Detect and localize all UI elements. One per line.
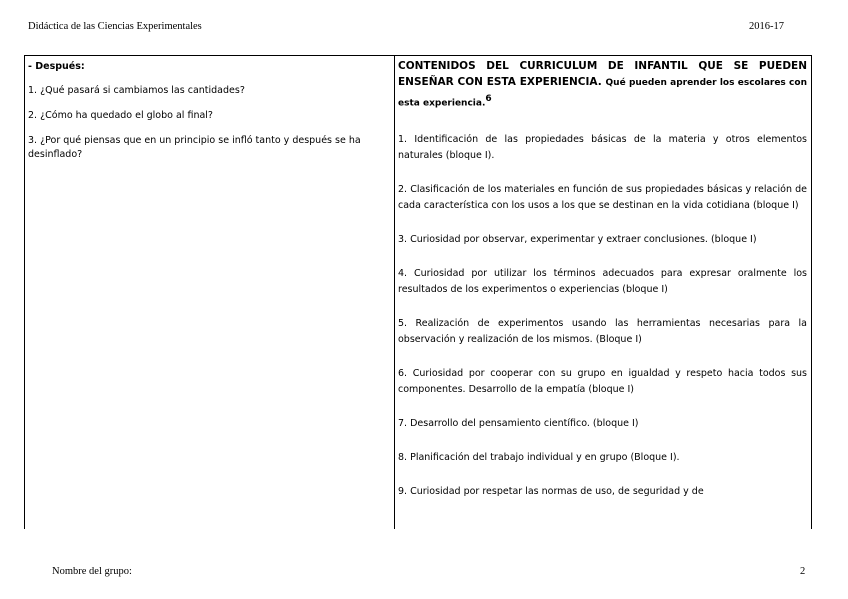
- question-3: 3. ¿Por qué piensas que en un principio se infló tanto y después se ha desinflado?: [28, 135, 361, 160]
- question-2: 2. ¿Cómo ha quedado el globo al final?: [28, 110, 213, 121]
- questions-cell: [28, 60, 388, 173]
- question-1: 1. ¿Qué pasará si cambiamos las cantidades?: [28, 85, 245, 96]
- footnote-reference: 6: [485, 94, 492, 104]
- curriculum-item-4: 4. Curiosidad por utilizar los términos adecuados para expresar oralmente los resultados de los experimentos o experiencias (bloque I): [398, 267, 807, 295]
- table-column-divider: [394, 55, 395, 529]
- table-border-left: [24, 55, 25, 529]
- curriculum-item-6: 6. Curiosidad por cooperar con su grupo en igualdad y respeto hacia todos sus componentes. Desarrollo de la empatía (bloque I): [398, 367, 807, 395]
- table-border-right: [811, 55, 812, 529]
- table-border-top: [24, 55, 812, 56]
- curriculum-title-main: CONTENIDOS DEL CURRICULUM DE INFANTIL QUE SE PUEDEN ENSEÑAR CON ESTA EXPERIENCIA.: [398, 60, 807, 88]
- curriculum-subtitle: Qué pueden aprender los escolares con esta experiencia.: [398, 78, 807, 109]
- questions-heading: - Después:: [28, 61, 85, 72]
- curriculum-item-5: 5. Realización de experimentos usando las herramientas necesarias para la observación y realización de los mismos. (Bloque I): [398, 317, 807, 345]
- curriculum-item-7: 7. Desarrollo del pensamiento científico. (bloque I): [398, 417, 639, 429]
- curriculum-title: [398, 58, 807, 112]
- curriculum-contents-cell: [398, 58, 807, 500]
- curriculum-item-8: 8. Planificación del trabajo individual y en grupo (Bloque I).: [398, 451, 680, 463]
- curriculum-item-3: 3. Curiosidad por observar, experimentar y extraer conclusiones. (bloque I): [398, 233, 757, 245]
- header-year: 2016-17: [749, 21, 784, 32]
- curriculum-item-2: 2. Clasificación de los materiales en función de sus propiedades básicas y relación de cada característica con los usos a los que se destinan en la vida cotidiana (bloque I): [398, 183, 807, 211]
- curriculum-item-1: 1. Identificación de las propiedades básicas de la materia y otros elementos naturales (bloque I).: [398, 133, 807, 161]
- header-course-title: Didáctica de las Ciencias Experimentales: [28, 21, 202, 32]
- curriculum-item-9: 9. Curiosidad por respetar las normas de uso, de seguridad y de: [398, 485, 704, 497]
- footer-page-number: 2: [800, 566, 806, 577]
- footer-group-name-label: Nombre del grupo:: [52, 566, 132, 577]
